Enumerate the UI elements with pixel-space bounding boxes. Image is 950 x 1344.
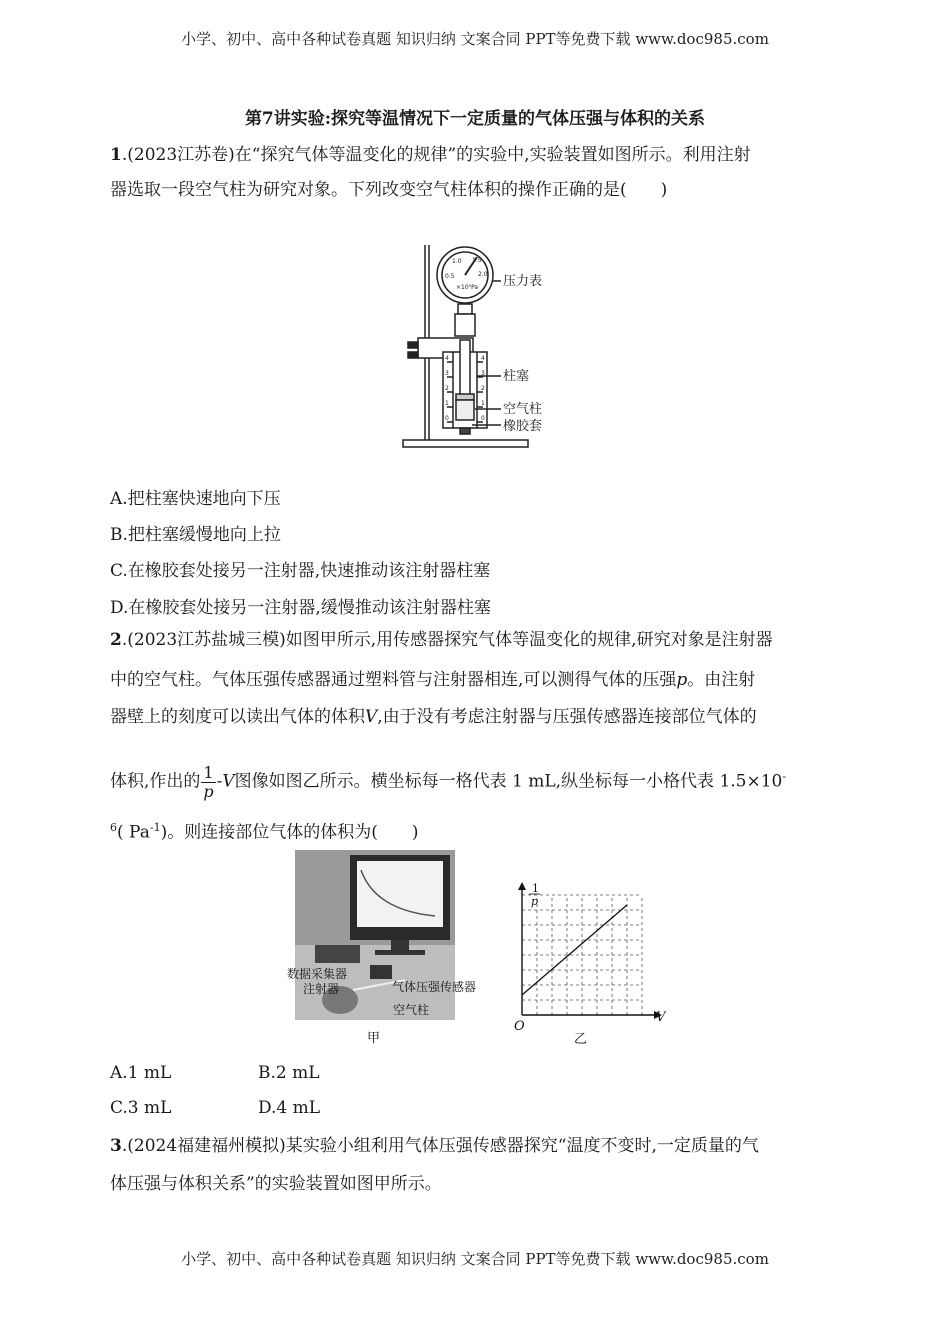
page-title: 第7讲实验:探究等温情况下一定质量的气体压强与体积的关系	[244, 109, 706, 129]
q2-graph-figure	[484, 880, 674, 1050]
q2-line4: 体积,作出的 $\frac{1}{p}$ -V图像如图乙所示。横坐标每一格代表 1 mL,纵坐标每一小格代表 1.5×10-	[110, 762, 787, 801]
q1-line1: 1.(2023江苏卷)在“探究气体等温变化的规律”的实验中,实验装置如图所示。利用注射	[110, 145, 751, 165]
q2-photo-figure	[287, 850, 477, 1046]
q2-line2: 中的空气柱。气体压强传感器通过塑料管与注射器相连,可以测得气体的压强p。由注射	[110, 670, 756, 690]
q1-line2: 器选取一段空气柱为研究对象。下列改变空气柱体积的操作正确的是( )	[110, 180, 668, 200]
q1-option-d: D.在橡胶套处接另一注射器,缓慢推动该注射器柱塞	[110, 598, 491, 618]
label-pressure-sensor: 气体压强传感器	[392, 980, 477, 994]
scale-left-1: 1	[445, 400, 449, 407]
caption-yi: 乙	[574, 1032, 588, 1047]
scale-left-2: 2	[445, 385, 449, 392]
dial-label-2-0: 2.0	[478, 271, 488, 278]
q2-line1: 2.(2023江苏盐城三模)如图甲所示,用传感器探究气体等温变化的规律,研究对象是注射器	[110, 630, 773, 650]
dial-label-1-0: 1.0	[452, 258, 462, 265]
scale-right-0: 0	[481, 415, 485, 422]
q1-option-a: A.把柱塞快速地向下压	[110, 489, 281, 509]
q1-option-b: B.把柱塞缓慢地向上拉	[110, 525, 281, 545]
scale-right-4: 4	[481, 355, 485, 362]
scale-left-3: 3	[445, 370, 449, 377]
page-footer: 小学、初中、高中各种试卷真题 知识归纳 文案合同 PPT等免费下载 www.doc985.com	[181, 1250, 769, 1268]
label-pressure-gauge: 压力表	[503, 274, 543, 289]
label-piston: 柱塞	[503, 369, 530, 384]
dial-unit: ×10⁵Pa	[456, 284, 479, 291]
scale-left-0: 0	[445, 415, 449, 422]
q1-apparatus-figure	[398, 240, 568, 455]
caption-jia: 甲	[367, 1031, 381, 1046]
q3-line2: 体压强与体积关系”的实验装置如图甲所示。	[110, 1174, 442, 1194]
label-rubber-cap: 橡胶套	[503, 419, 543, 434]
q2-line5: $^6$( $Pa^{-1}$)。则连接部位气体的体积为( )	[110, 821, 419, 843]
origin-label: O	[514, 1019, 525, 1034]
label-data-collector: 数据采集器	[287, 967, 348, 981]
scale-right-3: 3	[481, 370, 485, 377]
y-label-den: p	[531, 895, 539, 908]
scale-right-2: 2	[481, 385, 485, 392]
dial-label-0-5: 0.5	[445, 273, 455, 280]
scale-left-4: 4	[445, 355, 449, 362]
scale-right-1: 1	[481, 400, 485, 407]
label-air-column-2: 空气柱	[393, 1003, 430, 1017]
q2-line3: 器壁上的刻度可以读出气体的体积V,由于没有考虑注射器与压强传感器连接部位气体的	[110, 707, 757, 727]
page-header: 小学、初中、高中各种试卷真题 知识归纳 文案合同 PPT等免费下载 www.doc985.com	[181, 30, 769, 48]
q2-option-b: B.2 mL	[258, 1063, 320, 1083]
x-axis-label: V	[656, 1010, 666, 1025]
label-air-column: 空气柱	[503, 402, 543, 417]
q3-line1: 3.(2024福建福州模拟)某实验小组利用气体压强传感器探究“温度不变时,一定质量的气	[110, 1136, 759, 1156]
q2-option-c: C.3 mL	[110, 1098, 172, 1118]
q2-option-d: D.4 mL	[258, 1098, 321, 1118]
y-label-num: 1	[532, 882, 539, 895]
fraction-1-over-p: $\frac{1}{p}$	[203, 762, 214, 801]
y-axis-arrow	[518, 882, 526, 890]
q1-option-c: C.在橡胶套处接另一注射器,快速推动该注射器柱塞	[110, 561, 491, 581]
series-line	[522, 905, 627, 995]
dial-label-1-5: 1.5	[472, 257, 482, 264]
q2-option-a: A.1 mL	[110, 1063, 172, 1083]
label-syringe: 注射器	[303, 982, 340, 996]
